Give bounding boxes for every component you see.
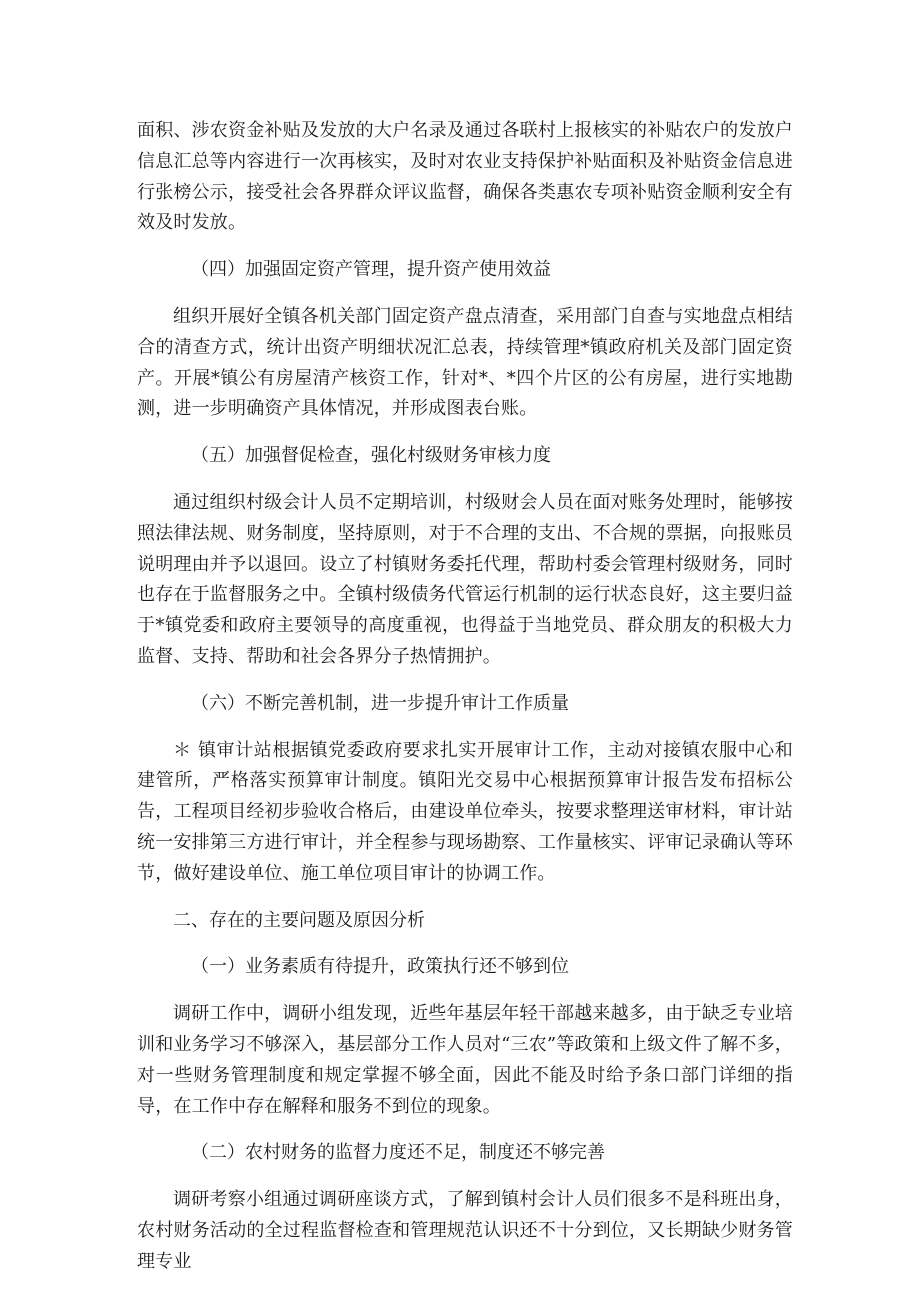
section-heading-6: （六）不断完善机制，进一步提升审计工作质量	[191, 692, 569, 714]
section-heading-4: （四）加强固定资产管理，提升资产使用效益	[191, 259, 551, 281]
section-heading-2: （二）农村财务的监督力度还不足，制度还不够完善	[191, 1142, 605, 1164]
paragraph-continuation: 面积、涉农资金补贴及发放的大户名录及通过各联村上报核实的补贴农户的发放户信息汇总等内容进行一次再核实，及时对农业支持保护补贴面积及补贴资金信息进行张榜公示，接受社会各界群众评议监督，确保各类惠农专项补贴资金顺利安全有效及时发放。	[137, 120, 793, 234]
paragraph-audit: ＊ 镇审计站根据镇党委政府要求扎实开展审计工作，主动对接镇农服中心和建管所，严格落实预算审计制度。镇阳光交易中心根据预算审计报告发布招标公告，工程项目经初步验收合格后，由建设单位牵头，按要求整理送审材料，审计站统一安排第三方进行审计，并全程参与现场勘察、工作量核实、评审记录确认等环节，做好建设单位、施工单位项目审计的协调工作。	[137, 739, 793, 884]
document-body	[137, 116, 793, 1278]
section-heading-5: （五）加强督促检查，强化村级财务审核力度	[191, 445, 551, 467]
paragraph-business-quality: 调研工作中，调研小组发现，近些年基层年轻干部越来越多，由于缺乏专业培训和业务学习不够深入，基层部分工作人员对“三农”等政策和上级文件了解不多，对一些财务管理制度和规定掌握不够全面，因此不能及时给予条口部门详细的指导，在工作中存在解释和服务不到位的现象。	[137, 1003, 793, 1117]
chapter-heading-2: 二、存在的主要问题及原因分析	[173, 909, 425, 931]
paragraph-supervision: 调研考察小组通过调研座谈方式，了解到镇村会计人员们很多不是科班出身，农村财务活动的全过程监督检查和管理规范认识还不十分到位，又长期缺少财务管理专业	[137, 1189, 793, 1272]
paragraph-fixed-assets: 组织开展好全镇各机关部门固定资产盘点清查，采用部门自查与实地盘点相结合的清查方式，统计出资产明细状况汇总表，持续管理*镇政府机关及部门固定资产。开展*镇公有房屋清产核资工作，针对*、*四个片区的公有房屋，进行实地勘测，进一步明确资产具体情况，并形成图表台账。	[137, 305, 793, 420]
paragraph-village-finance: 通过组织村级会计人员不定期培训，村级财会人员在面对账务处理时，能够按照法律法规、财务制度，坚持原则，对于不合理的支出、不合规的票据，向报账员说明理由并予以退回。设立了村镇财务委托代理，帮助村委会管理村级财务，同时也存在于监督服务之中。全镇村级债务代管运行机制的运行状态良好，这主要归益于*镇党委和政府主要领导的高度重视，也得益于当地党员、群众朋友的积极大力监督、支持、帮助和社会各界分子热情拥护。	[137, 491, 793, 667]
section-heading-1: （一）业务素质有待提升，政策执行还不够到位	[191, 956, 569, 978]
